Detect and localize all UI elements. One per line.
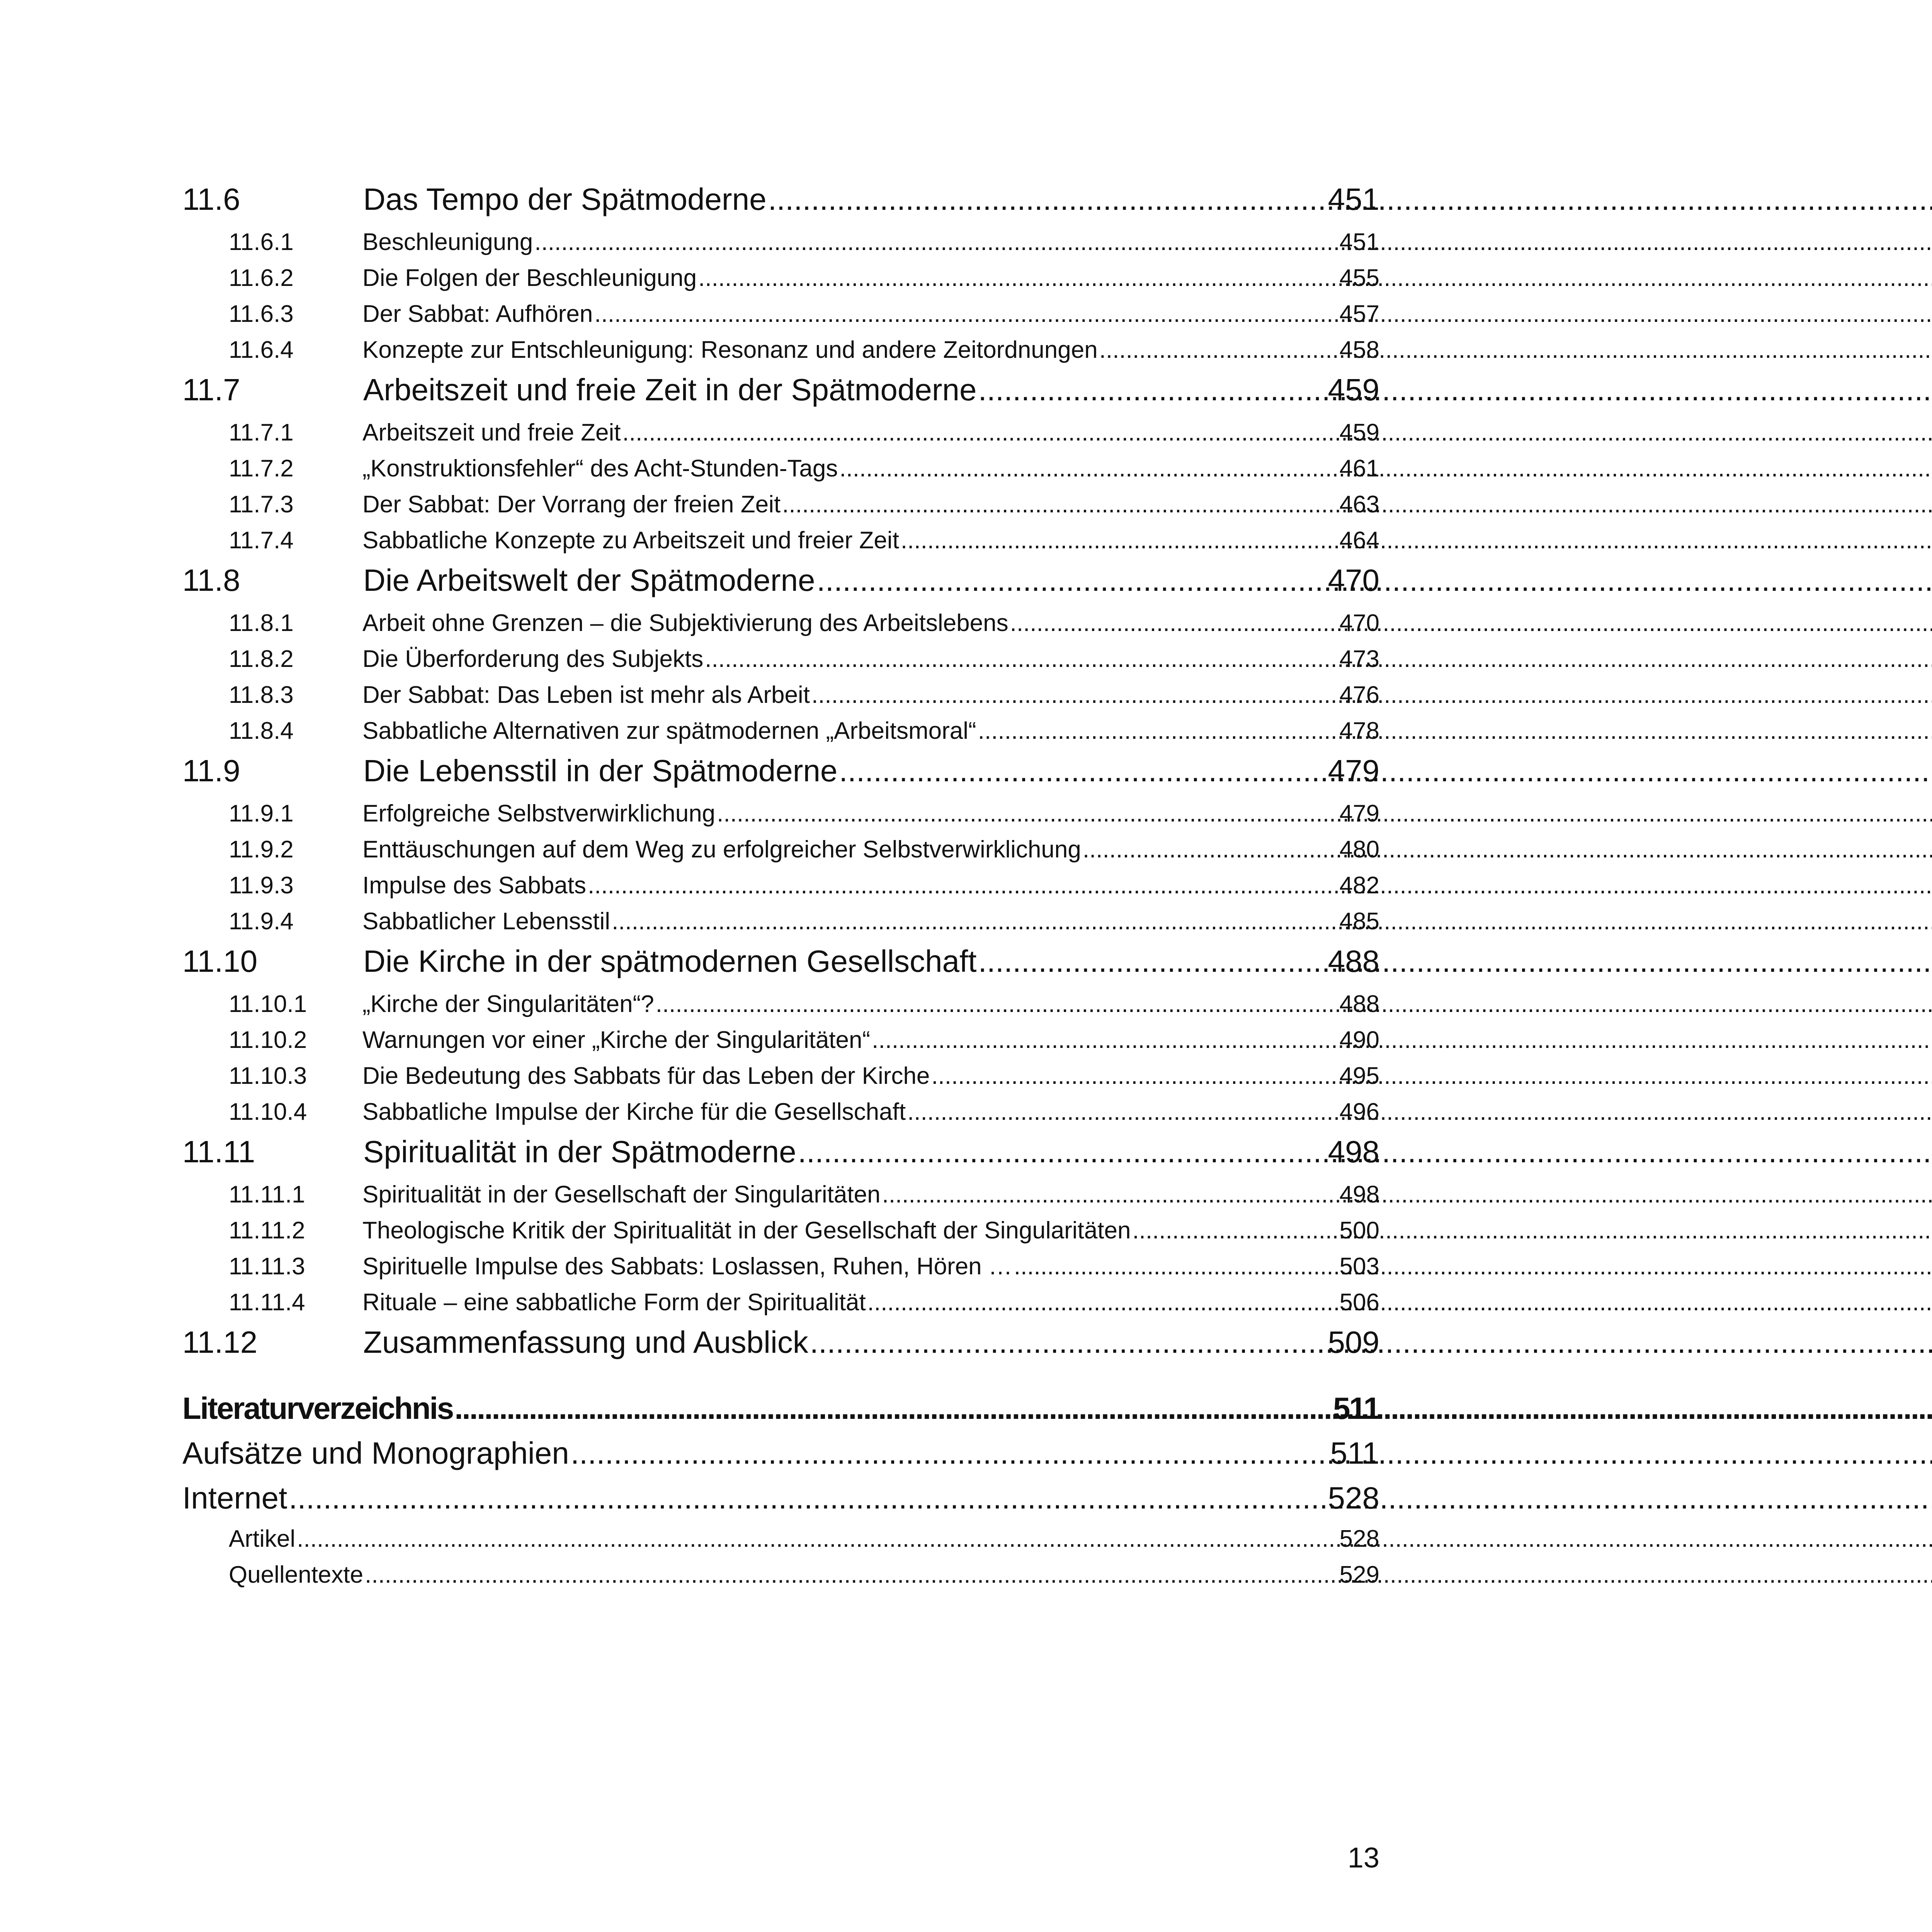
toc-page-number: 451: [1328, 182, 1379, 216]
toc-page-number: 470: [1339, 610, 1379, 636]
toc-title: Beschleunigung: [362, 229, 533, 255]
toc-title: Sabbatliche Impulse der Kirche für die Gesellschaft: [362, 1099, 906, 1125]
toc-page-number: 478: [1339, 718, 1379, 744]
toc-number: 11.10.1: [229, 991, 307, 1017]
toc-title: Spiritualität in der Gesellschaft der Singularitäten: [362, 1181, 881, 1208]
toc-page-number: 476: [1339, 682, 1379, 708]
toc-leader-dots: [978, 372, 1327, 408]
toc-leader-dots: [782, 491, 1338, 518]
toc-page-number: 528: [1339, 1526, 1379, 1552]
toc-number: 11.12: [182, 1325, 258, 1359]
toc-page-number: 459: [1328, 372, 1379, 407]
toc-number: 11.11.1: [229, 1181, 305, 1208]
toc-section-row: [182, 990, 1379, 1026]
toc-number: 11.9.1: [229, 800, 294, 827]
toc-page-number: 500: [1339, 1217, 1379, 1244]
toc-title: Sabbatliche Alternativen zur spätmodernen „Arbeitsmoral“: [362, 718, 976, 744]
toc-page-number: 473: [1339, 646, 1379, 672]
toc-number: 11.6.2: [229, 265, 294, 291]
toc-number: 11.8.2: [229, 646, 294, 672]
toc-page-number: 528: [1328, 1481, 1379, 1515]
toc-leader-dots: [872, 1026, 1338, 1054]
toc-page-number: 488: [1339, 991, 1379, 1017]
toc-title: „Konstruktionsfehler“ des Acht-Stunden-Tags: [362, 455, 838, 482]
toc-section-row: [182, 1217, 1379, 1253]
toc-title: Rituale – eine sabbatliche Form der Spiritualität: [362, 1289, 866, 1316]
toc-literature-row: [182, 1525, 1379, 1561]
toc-leader-dots: [717, 800, 1338, 827]
toc-page-number: 463: [1339, 491, 1379, 518]
toc-leader-dots: [817, 563, 1327, 598]
toc-leader-dots: [901, 527, 1338, 554]
toc-leader-dots: [907, 1098, 1338, 1126]
toc-leader-dots: [454, 1391, 1332, 1426]
toc-title: Arbeit ohne Grenzen – die Subjektivierung des Arbeitslebens: [362, 610, 1009, 636]
toc-section-row: [182, 836, 1379, 872]
toc-page-number: 457: [1339, 301, 1379, 327]
toc-title: Die Arbeitswelt der Spätmoderne: [363, 563, 815, 597]
toc-title: Impulse des Sabbats: [362, 872, 587, 899]
toc-leader-dots: [698, 264, 1338, 292]
table-of-contents: [182, 182, 1379, 1597]
toc-page-number: 496: [1339, 1099, 1379, 1125]
toc-leader-dots: [978, 944, 1326, 979]
toc-number: 11.8.3: [229, 682, 294, 708]
toc-title: Spiritualität in der Spätmoderne: [363, 1134, 796, 1169]
toc-number: 11.7: [182, 372, 240, 407]
toc-title: Der Sabbat: Der Vorrang der freien Zeit: [362, 491, 781, 518]
toc-page-number: 464: [1339, 527, 1379, 554]
toc-page-number: 506: [1339, 1289, 1379, 1316]
toc-section-row: [182, 872, 1379, 908]
toc-leader-dots: [1083, 836, 1338, 863]
toc-title: Enttäuschungen auf dem Weg zu erfolgreicher Selbstverwirklichung: [362, 836, 1081, 863]
toc-title: Die Lebensstil in der Spätmoderne: [363, 753, 838, 788]
toc-literature-row: [182, 1435, 1379, 1480]
toc-chapter-row: [182, 944, 1379, 990]
toc-section-row: [182, 1026, 1379, 1062]
toc-page-number: 479: [1328, 753, 1379, 788]
toc-leader-dots: [656, 990, 1338, 1018]
toc-chapter-row: [182, 182, 1379, 228]
toc-section-row: [182, 300, 1379, 336]
toc-section-row: [182, 336, 1379, 372]
toc-leader-dots: [931, 1062, 1338, 1090]
toc-title: Der Sabbat: Aufhören: [362, 301, 593, 327]
toc-page-number: 498: [1328, 1134, 1379, 1169]
toc-page-number: 529: [1339, 1561, 1379, 1588]
toc-number: 11.6: [182, 182, 240, 216]
toc-section-row: [182, 1253, 1379, 1289]
toc-section-row: [182, 491, 1379, 527]
toc-number: 11.6.4: [229, 337, 294, 363]
toc-page-number: 459: [1339, 419, 1379, 446]
toc-title: Die Folgen der Beschleunigung: [362, 265, 697, 291]
toc-title: Das Tempo der Spätmoderne: [363, 182, 767, 216]
toc-leader-dots: [811, 681, 1338, 709]
toc-title: Literaturverzeichnis: [182, 1391, 453, 1425]
toc-page-number: 511: [1333, 1391, 1379, 1425]
toc-page-number: 461: [1339, 455, 1379, 482]
toc-title: „Kirche der Singularitäten“?: [362, 991, 654, 1017]
toc-number: 11.9.4: [229, 908, 294, 935]
toc-leader-dots: [571, 1435, 1329, 1471]
toc-leader-dots: [839, 753, 1326, 789]
toc-page-number: 509: [1328, 1325, 1379, 1359]
toc-leader-dots: [622, 419, 1338, 446]
toc-page-number: 511: [1330, 1436, 1379, 1470]
toc-section-row: [182, 264, 1379, 300]
toc-page-number: 495: [1339, 1063, 1379, 1089]
toc-leader-dots: [705, 645, 1338, 673]
toc-title: Der Sabbat: Das Leben ist mehr als Arbeit: [362, 682, 810, 708]
toc-number: 11.7.1: [229, 419, 294, 446]
toc-page-number: 488: [1328, 944, 1379, 978]
toc-page-number: 498: [1339, 1181, 1379, 1208]
toc-leader-dots: [594, 300, 1338, 328]
toc-leader-dots: [1014, 1253, 1338, 1280]
toc-number: 11.6.3: [229, 301, 294, 327]
toc-number: 11.9.3: [229, 872, 294, 899]
toc-leader-dots: [365, 1561, 1338, 1588]
toc-number: 11.6.1: [229, 229, 294, 255]
toc-page-number: 503: [1339, 1253, 1379, 1280]
toc-leader-dots: [534, 228, 1338, 256]
toc-section-row: [182, 800, 1379, 836]
toc-chapter-row: [182, 563, 1379, 609]
toc-section-row: [182, 1289, 1379, 1325]
toc-leader-dots: [798, 1134, 1327, 1170]
toc-section-row: [182, 717, 1379, 753]
toc-number: 11.8.4: [229, 718, 294, 744]
toc-leader-dots: [1099, 336, 1338, 364]
toc-section-row: [182, 419, 1379, 455]
toc-number: 11.10.4: [229, 1099, 307, 1125]
toc-section-row: [182, 527, 1379, 563]
toc-page-number: 458: [1339, 337, 1379, 363]
toc-title: Quellentexte: [229, 1561, 364, 1588]
toc-literature-row: [182, 1561, 1379, 1597]
toc-number: 11.8.1: [229, 610, 294, 636]
toc-chapter-row: [182, 1134, 1379, 1181]
toc-title: Konzepte zur Entschleunigung: Resonanz und andere Zeitordnungen: [362, 337, 1098, 363]
toc-leader-dots: [297, 1525, 1338, 1553]
toc-number: 11.11.2: [229, 1217, 305, 1244]
toc-section-row: [182, 609, 1379, 645]
toc-section-row: [182, 455, 1379, 491]
toc-page-number: 480: [1339, 836, 1379, 863]
toc-title: Arbeitszeit und freie Zeit: [362, 419, 621, 446]
toc-title: Die Überforderung des Subjekts: [362, 646, 704, 672]
toc-title: Warnungen vor einer „Kirche der Singularitäten“: [362, 1027, 871, 1053]
toc-title: Sabbatlicher Lebensstil: [362, 908, 611, 935]
toc-leader-dots: [1010, 609, 1338, 637]
toc-leader-dots: [588, 872, 1338, 899]
toc-leader-dots: [768, 182, 1327, 217]
toc-leader-dots: [1132, 1217, 1338, 1244]
toc-page-number: 482: [1339, 872, 1379, 899]
toc-leader-dots: [867, 1289, 1338, 1316]
toc-number: 11.11.4: [229, 1289, 305, 1316]
toc-section-row: [182, 681, 1379, 717]
toc-section-row: [182, 1098, 1379, 1134]
toc-title: Internet: [182, 1481, 287, 1515]
toc-chapter-row: [182, 753, 1379, 800]
toc-number: 11.10.2: [229, 1027, 307, 1053]
toc-number: 11.8: [182, 563, 240, 597]
toc-leader-dots: [882, 1181, 1338, 1208]
toc-title: Aufsätze und Monographien: [182, 1436, 569, 1470]
toc-chapter-row: [182, 1325, 1379, 1371]
toc-leader-dots: [839, 455, 1338, 482]
page-number: 13: [1347, 1842, 1379, 1874]
toc-number: 11.10.3: [229, 1063, 307, 1089]
toc-page-number: 455: [1339, 265, 1379, 291]
toc-leader-dots: [612, 908, 1338, 935]
toc-number: 11.11: [182, 1134, 255, 1169]
toc-section-row: [182, 228, 1379, 264]
toc-section-row: [182, 645, 1379, 681]
toc-leader-dots: [978, 717, 1338, 745]
toc-page-number: 485: [1339, 908, 1379, 935]
toc-title: Arbeitszeit und freie Zeit in der Spätmoderne: [363, 372, 977, 407]
section-gap: [182, 1371, 1379, 1391]
toc-title: Spirituelle Impulse des Sabbats: Loslassen, Ruhen, Hören …: [362, 1253, 1012, 1280]
toc-section-row: [182, 1181, 1379, 1217]
toc-section-row: [182, 1062, 1379, 1098]
toc-leader-dots: [810, 1325, 1327, 1360]
toc-number: 11.7.3: [229, 491, 294, 518]
toc-number: 11.9.2: [229, 836, 294, 863]
toc-literature-row: [182, 1480, 1379, 1525]
toc-number: 11.7.4: [229, 527, 294, 554]
toc-leader-dots: [289, 1480, 1326, 1516]
toc-number: 11.7.2: [229, 455, 294, 482]
toc-number: 11.11.3: [229, 1253, 305, 1280]
toc-number: 11.10: [182, 944, 258, 978]
toc-page-number: 490: [1339, 1027, 1379, 1053]
toc-page-number: 479: [1339, 800, 1379, 827]
toc-section-row: [182, 908, 1379, 944]
toc-title: Die Kirche in der spätmodernen Gesellschaft: [363, 944, 977, 978]
toc-page-number: 470: [1328, 563, 1379, 597]
toc-chapter-row: [182, 372, 1379, 419]
toc-title: Sabbatliche Konzepte zu Arbeitszeit und freier Zeit: [362, 527, 899, 554]
toc-number: 11.9: [182, 753, 240, 788]
toc-title: Theologische Kritik der Spiritualität in der Gesellschaft der Singularitäten: [362, 1217, 1131, 1244]
toc-title: Die Bedeutung des Sabbats für das Leben der Kirche: [362, 1063, 930, 1089]
toc-literature-row: [182, 1391, 1379, 1435]
toc-title: Erfolgreiche Selbstverwirklichung: [362, 800, 716, 827]
toc-title: Zusammenfassung und Ausblick: [363, 1325, 808, 1359]
toc-page-number: 451: [1339, 229, 1379, 255]
toc-title: Artikel: [229, 1526, 296, 1552]
